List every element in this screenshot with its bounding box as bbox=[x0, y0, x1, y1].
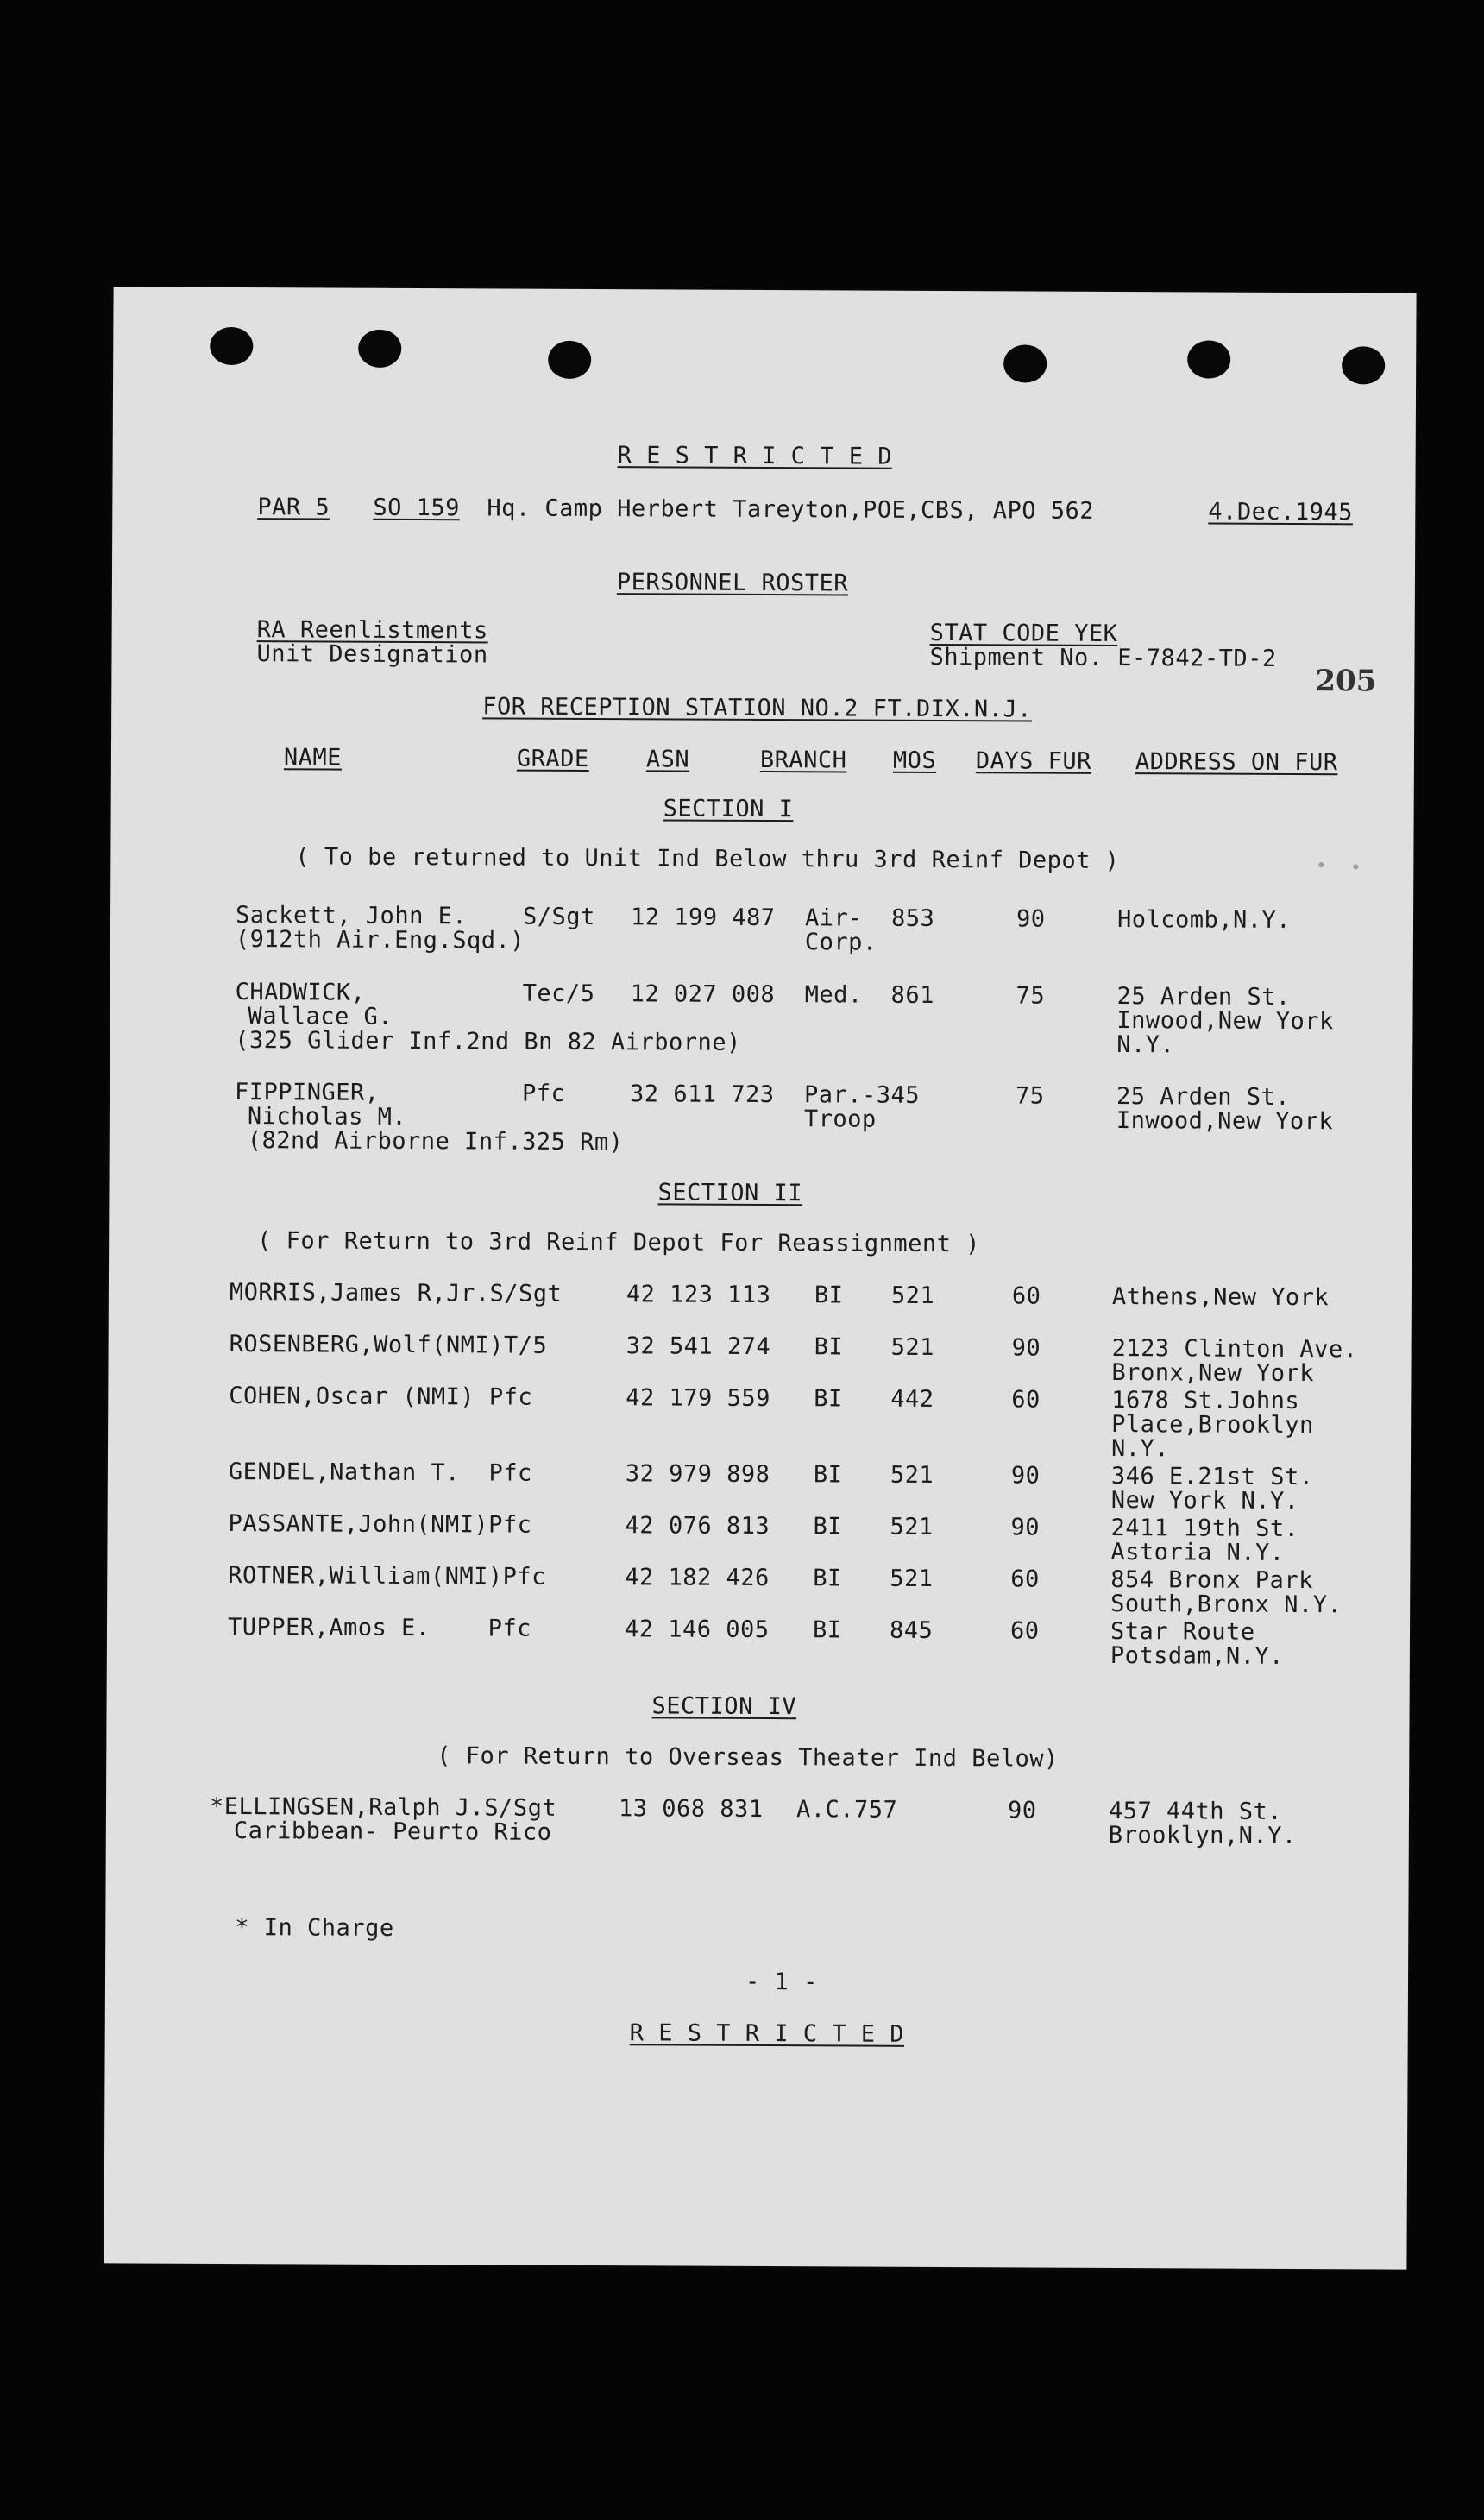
row-tupper-asn: 42 146 005 bbox=[624, 1616, 770, 1644]
row-chadwick-name: CHADWICK, bbox=[235, 979, 366, 1006]
row-ellingsen-address-2: Brooklyn,N.Y. bbox=[1108, 1821, 1297, 1850]
col-address: ADDRESS ON FUR bbox=[1135, 748, 1338, 777]
document-page bbox=[104, 287, 1416, 2269]
row-sackett-address: Holcomb,N.Y. bbox=[1116, 906, 1292, 935]
row-chadwick-address-2: Inwood,New York bbox=[1116, 1007, 1334, 1036]
row-chadwick-first-name: Wallace G. bbox=[248, 1003, 393, 1030]
row-tupper-days: 60 bbox=[1009, 1617, 1040, 1645]
row-rosenberg-days: 90 bbox=[1011, 1334, 1041, 1362]
row-chadwick-address-1: 25 Arden St. bbox=[1116, 983, 1291, 1011]
row-rosenberg-asn: 32 541 274 bbox=[626, 1332, 771, 1361]
section-2-title: SECTION II bbox=[657, 1179, 803, 1207]
punch-hole bbox=[358, 330, 401, 368]
row-gendel-address-2: New York N.Y. bbox=[1110, 1486, 1299, 1515]
col-branch: BRANCH bbox=[759, 746, 847, 774]
page-number: - 1 - bbox=[745, 1968, 818, 1996]
section-4-title: SECTION IV bbox=[651, 1692, 797, 1721]
row-cohen-branch: BI bbox=[814, 1385, 843, 1413]
row-passante-asn: 42 076 813 bbox=[625, 1512, 770, 1540]
punch-hole bbox=[1187, 340, 1230, 378]
row-fippinger-branch: Par.-345 bbox=[803, 1081, 921, 1109]
row-cohen-mos: 442 bbox=[890, 1385, 934, 1413]
special-order: SO 159 bbox=[373, 494, 460, 522]
dust-speck bbox=[1353, 864, 1358, 869]
row-rosenberg-branch: BI bbox=[814, 1333, 844, 1361]
row-fippinger-branch-2: Troop bbox=[803, 1106, 877, 1133]
unit-line-1: RA Reenlistments bbox=[256, 616, 488, 645]
row-morris-days: 60 bbox=[1011, 1282, 1041, 1310]
row-fippinger-first-name: Nicholas M. bbox=[247, 1103, 407, 1131]
for-station-line: FOR RECEPTION STATION NO.2 FT.DIX.N.J. bbox=[482, 693, 1033, 723]
row-rosenberg-address-1: 2123 Clinton Ave. bbox=[1111, 1334, 1358, 1364]
row-chadwick-asn: 12 027 008 bbox=[630, 980, 776, 1009]
col-days-fur: DAYS FUR bbox=[975, 747, 1092, 775]
section-1-title: SECTION I bbox=[663, 795, 794, 823]
row-fippinger-grade: Pfc bbox=[521, 1080, 566, 1107]
row-ellingsen-branch: A.C.757 bbox=[795, 1796, 898, 1824]
row-gendel-mos: 521 bbox=[890, 1461, 934, 1489]
row-rosenberg-mos: 521 bbox=[890, 1333, 934, 1361]
row-chadwick-address-3: N.Y. bbox=[1116, 1031, 1175, 1059]
row-gendel-asn: 32 979 898 bbox=[625, 1460, 770, 1489]
in-charge-note: * In Charge bbox=[235, 1914, 394, 1942]
row-chadwick-grade: Tec/5 bbox=[522, 980, 595, 1008]
dust-speck bbox=[1318, 862, 1324, 867]
row-ellingsen-name: *ELLINGSEN,Ralph J.S/Sgt bbox=[209, 1792, 557, 1822]
restricted-top: R E S T R I C T E D bbox=[617, 442, 893, 470]
row-rotner-asn: 42 182 426 bbox=[625, 1564, 770, 1592]
section-2-note: ( For Return to 3rd Reinf Depot For Reassignment ) bbox=[257, 1227, 981, 1258]
row-sackett-mos: 853 bbox=[890, 904, 935, 932]
row-ellingsen-theater: Caribbean- Peurto Rico bbox=[233, 1818, 552, 1846]
row-gendel-address-1: 346 E.21st St. bbox=[1110, 1462, 1314, 1491]
row-tupper-mos: 845 bbox=[889, 1616, 934, 1644]
row-cohen-address-2: Place,Brooklyn bbox=[1111, 1410, 1314, 1440]
row-morris-branch: BI bbox=[814, 1282, 844, 1309]
row-cohen-address-1: 1678 St.Johns bbox=[1111, 1386, 1300, 1415]
row-morris-address-1: Athens,New York bbox=[1111, 1282, 1330, 1312]
page-stamp-number: 205 bbox=[1315, 664, 1377, 699]
row-passante-name: PASSANTE,John(NMI)Pfc bbox=[228, 1509, 532, 1539]
col-asn: ASN bbox=[645, 746, 690, 773]
row-cohen-address-3: N.Y. bbox=[1110, 1434, 1170, 1463]
row-fippinger-days: 75 bbox=[1015, 1082, 1045, 1110]
unit-line-2: Unit Designation bbox=[256, 640, 488, 669]
row-passante-address-1: 2411 19th St. bbox=[1110, 1514, 1299, 1543]
punch-hole bbox=[548, 341, 591, 379]
row-fippinger-address-1: 25 Arden St. bbox=[1116, 1083, 1291, 1111]
section-4-note: ( For Return to Overseas Theater Ind Below) bbox=[437, 1742, 1059, 1773]
row-sackett-asn: 12 199 487 bbox=[630, 904, 776, 932]
roster-title: PERSONNEL ROSTER bbox=[616, 569, 849, 597]
restricted-bottom: R E S T R I C T E D bbox=[629, 2019, 905, 2048]
headquarters-line: Hq. Camp Herbert Tareyton,POE,CBS, APO 562 bbox=[487, 495, 1095, 525]
punch-hole bbox=[210, 327, 253, 365]
row-fippinger-unit: (82nd Airborne Inf.325 Rm) bbox=[247, 1127, 624, 1156]
row-morris-mos: 521 bbox=[890, 1282, 935, 1309]
row-fippinger-address-2: Inwood,New York bbox=[1116, 1107, 1334, 1136]
row-rotner-days: 60 bbox=[1010, 1566, 1040, 1593]
row-cohen-asn: 42 179 559 bbox=[626, 1384, 770, 1413]
row-morris-asn: 42 123 113 bbox=[626, 1281, 771, 1309]
section-1-note: ( To be returned to Unit Ind Below thru 3rd Reinf Depot ) bbox=[295, 843, 1120, 875]
row-gendel-days: 90 bbox=[1010, 1462, 1041, 1490]
row-passante-branch: BI bbox=[813, 1513, 843, 1540]
order-date: 4.Dec.1945 bbox=[1208, 498, 1353, 526]
row-rotner-name: ROTNER,William(NMI)Pfc bbox=[228, 1561, 547, 1591]
row-sackett-grade: S/Sgt bbox=[522, 903, 595, 931]
row-chadwick-mos: 861 bbox=[890, 981, 934, 1009]
row-sackett-branch: Air- bbox=[804, 904, 864, 932]
row-rotner-mos: 521 bbox=[890, 1565, 934, 1592]
row-tupper-name: TUPPER,Amos E. Pfc bbox=[227, 1613, 531, 1642]
col-mos: MOS bbox=[892, 747, 937, 774]
row-sackett-unit: (912th Air.Eng.Sqd.) bbox=[235, 926, 525, 954]
punch-hole bbox=[1342, 346, 1385, 384]
row-ellingsen-address-1: 457 44th St. bbox=[1108, 1797, 1283, 1825]
row-chadwick-unit: (325 Glider Inf.2nd Bn 82 Airborne) bbox=[235, 1027, 741, 1056]
row-sackett-branch-2: Corp. bbox=[804, 929, 877, 956]
row-passante-mos: 521 bbox=[890, 1513, 934, 1540]
row-ellingsen-asn: 13 068 831 bbox=[618, 1795, 764, 1824]
row-fippinger-name: FIPPINGER, bbox=[234, 1079, 380, 1106]
row-sackett-name: Sackett, John E. bbox=[235, 902, 468, 930]
row-rosenberg-address-2: Bronx,New York bbox=[1111, 1358, 1315, 1388]
punch-hole bbox=[1003, 344, 1047, 382]
row-morris-name: MORRIS,James R,Jr.S/Sgt bbox=[229, 1278, 563, 1307]
row-rotner-address-1: 854 Bronx Park bbox=[1110, 1566, 1313, 1595]
col-name: NAME bbox=[283, 744, 343, 772]
stat-code: STAT CODE YEK bbox=[929, 619, 1118, 648]
col-grade: GRADE bbox=[516, 745, 589, 773]
row-tupper-address-2: Potsdam,N.Y. bbox=[1110, 1641, 1285, 1670]
row-cohen-days: 60 bbox=[1011, 1386, 1041, 1414]
row-gendel-branch: BI bbox=[813, 1461, 843, 1489]
row-tupper-address-1: Star Route bbox=[1110, 1617, 1255, 1646]
row-rotner-address-2: South,Bronx N.Y. bbox=[1110, 1590, 1343, 1619]
row-rosenberg-name: ROSENBERG,Wolf(NMI)T/5 bbox=[229, 1330, 548, 1359]
row-rotner-branch: BI bbox=[813, 1565, 842, 1592]
row-fippinger-asn: 32 611 723 bbox=[629, 1080, 775, 1109]
row-sackett-days: 90 bbox=[1016, 905, 1046, 933]
row-cohen-name: COHEN,Oscar (NMI) Pfc bbox=[229, 1382, 533, 1411]
row-chadwick-days: 75 bbox=[1016, 982, 1046, 1010]
row-tupper-branch: BI bbox=[812, 1616, 842, 1644]
row-ellingsen-days: 90 bbox=[1007, 1797, 1037, 1824]
shipment-number: Shipment No. E-7842-TD-2 bbox=[929, 643, 1277, 672]
row-passante-address-2: Astoria N.Y. bbox=[1110, 1538, 1285, 1566]
row-passante-days: 90 bbox=[1010, 1514, 1041, 1541]
row-chadwick-branch: Med. bbox=[804, 981, 863, 1009]
row-gendel-name: GENDEL,Nathan T. Pfc bbox=[228, 1458, 532, 1487]
par-number: PAR 5 bbox=[257, 494, 330, 521]
